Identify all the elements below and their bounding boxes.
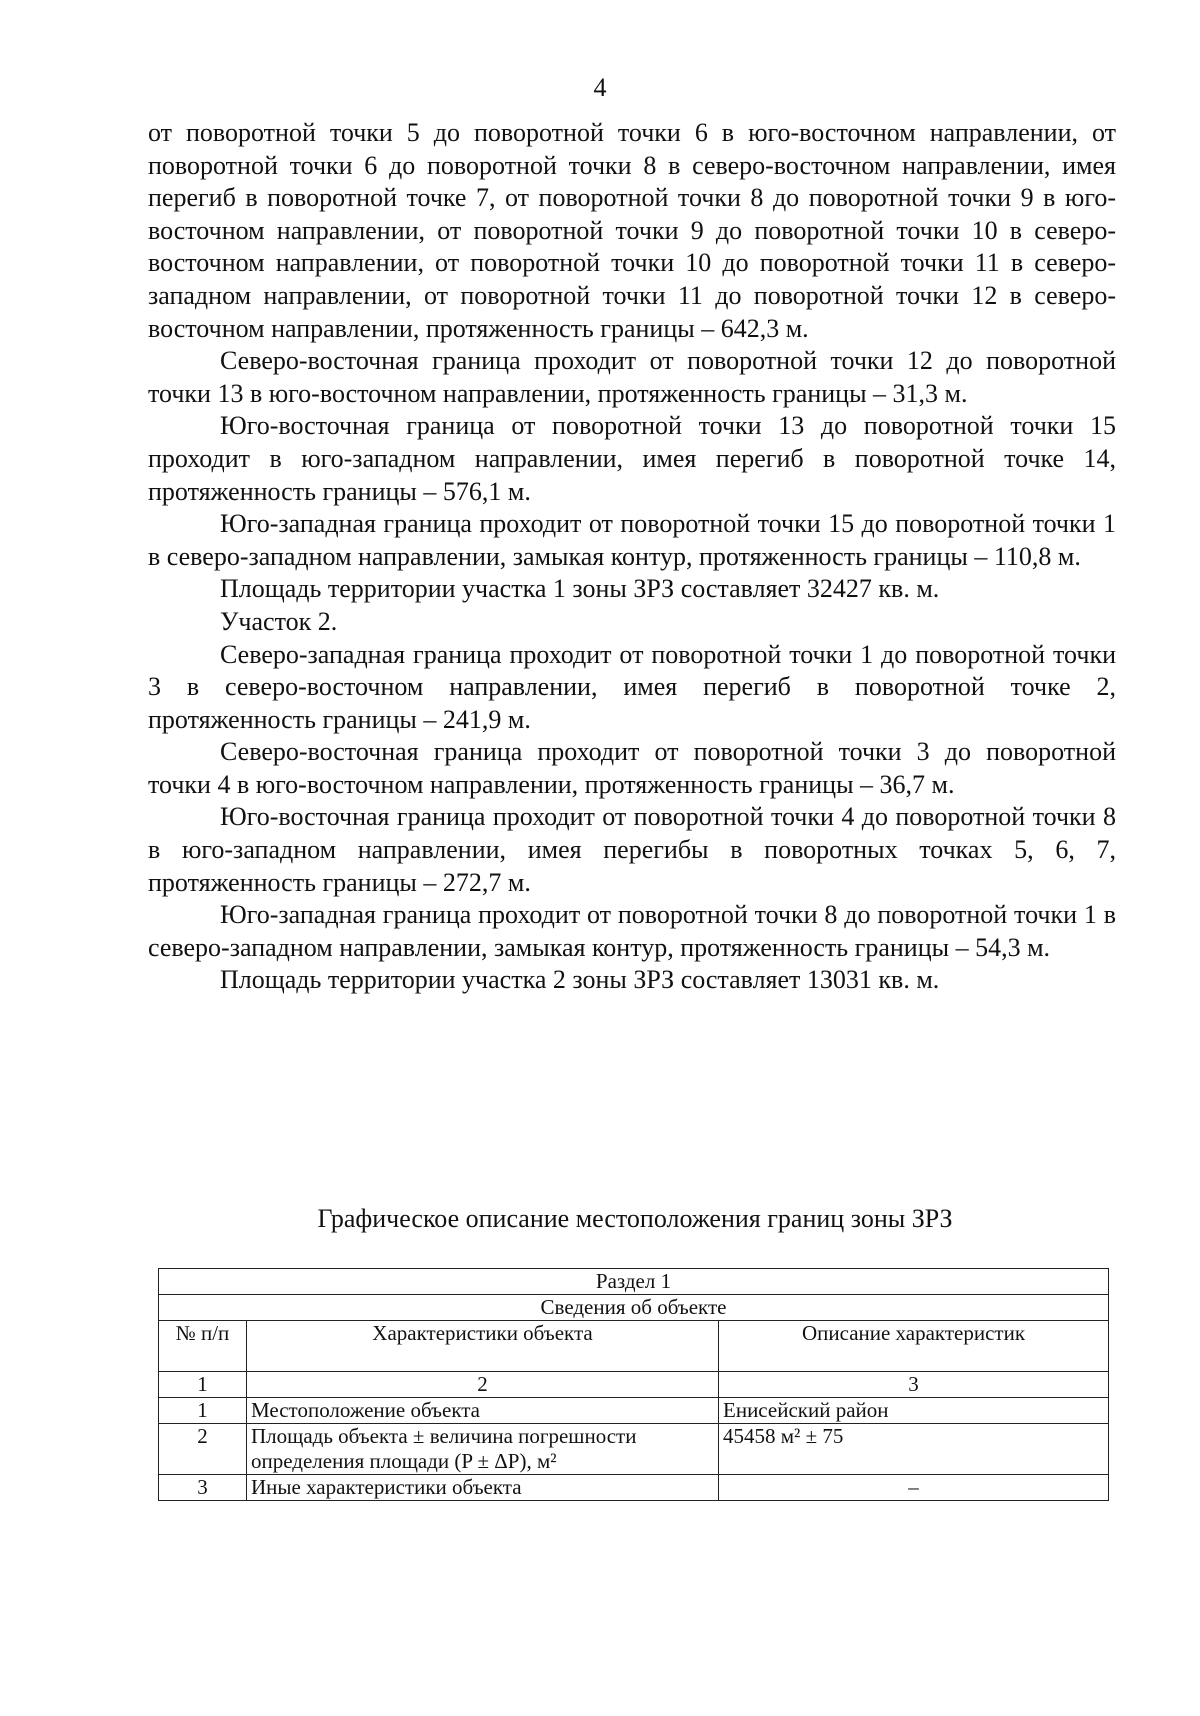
- header-num: № п/п: [159, 1321, 247, 1372]
- row-characteristic: Иные характеристики объекта: [247, 1475, 719, 1501]
- row-characteristic: Местоположение объекта: [247, 1398, 719, 1424]
- paragraph: Юго-западная граница проходит от поворотной точки 15 до поворотной точки 1 в северо-западном направлении, замыкая контур, протяженность границы – 110,8 м.: [148, 509, 1116, 571]
- table-title: Графическое описание местоположения границ зоны ЗРЗ: [317, 1204, 953, 1233]
- column-number: 1: [159, 1372, 247, 1398]
- column-number: 3: [719, 1372, 1109, 1398]
- header-description: Описание характеристик: [719, 1321, 1109, 1372]
- row-description: 45458 м² ± 75: [719, 1424, 1109, 1475]
- paragraph: Юго-западная граница проходит от поворотной точки 8 до поворотной точки 1 в северо-западном направлении, замыкая контур, протяженность границы – 54,3 м.: [148, 900, 1116, 962]
- paragraph: Площадь территории участка 2 зоны ЗРЗ составляет 13031 кв. м.: [220, 965, 940, 995]
- object-info-table: [158, 1268, 1109, 1501]
- paragraph: Юго-восточная граница проходит от поворотной точки 4 до поворотной точки 8 в юго-западном направлении, имея перегибы в поворотных точках 5, 6, 7, протяженность границы – 272,7 м.: [148, 802, 1116, 897]
- column-number-row: [159, 1372, 1109, 1398]
- paragraph: Северо-восточная граница проходит от поворотной точки 3 до поворотной точки 4 в юго-восточном направлении, протяженность границы – 36,7 м.: [148, 737, 1116, 799]
- paragraph: Участок 2.: [220, 606, 338, 636]
- row-num: 3: [159, 1475, 247, 1501]
- table-header-row: [159, 1321, 1109, 1372]
- row-num: 1: [159, 1398, 247, 1424]
- table-section-row: [159, 1269, 1109, 1295]
- page-number: 4: [593, 73, 607, 102]
- paragraph: Северо-восточная граница проходит от поворотной точки 12 до поворотной точки 13 в юго-восточном направлении, протяженность границы – 31,3 м.: [148, 346, 1116, 408]
- document-body: [148, 117, 1116, 997]
- subsection-label: Сведения об объекте: [159, 1295, 1109, 1321]
- row-num: 2: [159, 1424, 247, 1475]
- header-characteristic: Характеристики объекта: [247, 1321, 719, 1372]
- column-number: 2: [247, 1372, 719, 1398]
- row-characteristic: Площадь объекта ± величина погрешности определения площади (P ± ΔP), м²: [247, 1424, 719, 1475]
- table-title-wrapper: [0, 1202, 1200, 1236]
- table-row: [159, 1475, 1109, 1501]
- row-description: Енисейский район: [719, 1398, 1109, 1424]
- table-subsection-row: [159, 1295, 1109, 1321]
- section-label: Раздел 1: [159, 1269, 1109, 1295]
- paragraph: Юго-восточная граница от поворотной точки 13 до поворотной точки 15 проходит в юго-западном направлении, имея перегиб в поворотной точке 14, протяженность границы – 576,1 м.: [148, 411, 1116, 506]
- paragraph: от поворотной точки 5 до поворотной точки 6 в юго-восточном направлении, от поворотной точки 6 до поворотной точки 8 в северо-восточном направлении, имея перегиб в поворотной точке 7, от поворотной точки 8 до поворотной точки 9 в юго-восточном направлении, от поворотной точки 9 до поворотной точки 10 в северо-восточном направлении, от поворотной точки 10 до поворотной точки 11 в северо-западном направлении, от поворотной точки 11 до поворотной точки 12 в северо-восточном направлении, протяженность границы – 642,3 м.: [148, 118, 1116, 343]
- paragraph: Площадь территории участка 1 зоны ЗРЗ составляет 32427 кв. м.: [220, 574, 940, 604]
- paragraph: Северо-западная граница проходит от поворотной точки 1 до поворотной точки 3 в северо-восточном направлении, имея перегиб в поворотной точке 2, протяженность границы – 241,9 м.: [148, 639, 1116, 734]
- row-description: –: [719, 1475, 1109, 1501]
- table-row: [159, 1424, 1109, 1475]
- table-row: [159, 1398, 1109, 1424]
